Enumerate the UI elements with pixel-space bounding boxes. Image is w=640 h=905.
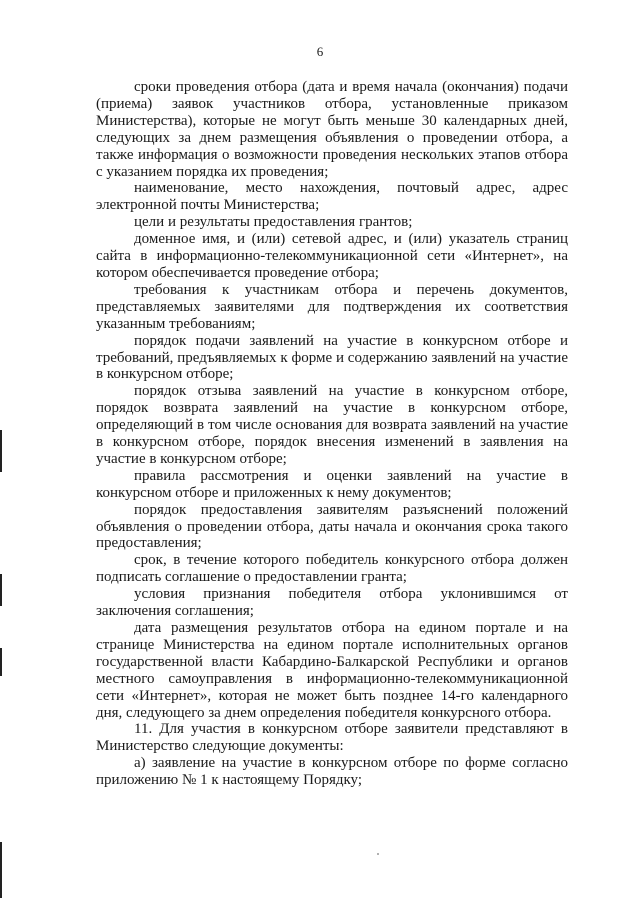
paragraph: сроки проведения отбора (дата и время начала (окончания) подачи (приема) заявок участников отбора, установленные приказом Министерства), которые не могут быть меньше 30 календарных дней, следующих за днем размещения объявления о проведении отбора, а также информация о возможности проведения нескольких этапов отбора с указанием порядка их проведения; (96, 79, 568, 180)
paragraph: наименование, место нахождения, почтовый адрес, адрес электронной почты Министерства; (96, 180, 568, 214)
paragraph: порядок предоставления заявителям разъяснений положений объявления о проведении отбора, даты начала и окончания срока такого предоставления; (96, 501, 568, 552)
paragraph: порядок подачи заявлений на участие в конкурсном отборе и требований, предъявляемых к форме и содержанию заявлений на участие в конкурсном отборе; (96, 332, 568, 383)
paragraph: цели и результаты предоставления грантов; (134, 214, 413, 231)
paragraph: срок, в течение которого победитель конкурсного отбора должен подписать соглашение о предоставлении гранта; (96, 552, 568, 586)
paragraph: требования к участникам отбора и перечень документов, представляемых заявителями для подтверждения их соответствия указанным требованиям; (96, 281, 568, 332)
scan-edge-mark (0, 842, 2, 898)
paragraph: порядок отзыва заявлений на участие в конкурсном отборе, порядок возврата заявлений на участие в конкурсном отборе, определяющий в том числе основания для возврата заявлений на участие в конкурсном отборе, порядок внесения изменений в заявления на участие в конкурсном отборе; (96, 383, 568, 467)
scan-edge-mark (0, 574, 2, 606)
scan-edge-mark (0, 430, 2, 472)
paragraph: условия признания победителя отбора уклонившимся от заключения соглашения; (96, 586, 568, 620)
page-number: 6 (316, 44, 324, 59)
paragraph: дата размещения результатов отбора на едином портале и на странице Министерства на едином портале исполнительных органов государственной власти Кабардино-Балкарской Республики и органов местного самоуправления в информационно-телекоммуникационной сети «Интернет», которая не может быть позднее 14-го календарного дня, следующего за днем определения победителя конкурсного отбора. (96, 620, 568, 721)
document-body (96, 79, 568, 789)
paragraph: правила рассмотрения и оценки заявлений на участие в конкурсном отборе и приложенных к нему документов; (96, 467, 568, 501)
paragraph: доменное имя, и (или) сетевой адрес, и (или) указатель страниц сайта в информационно-телекоммуникационной сети «Интернет», на котором обеспечивается проведение отбора; (96, 231, 568, 281)
scan-speck (377, 853, 379, 855)
scan-edge-mark (0, 648, 2, 676)
paragraph: а) заявление на участие в конкурсном отборе по форме согласно приложению № 1 к настоящему Порядку; (96, 755, 568, 789)
paragraph: 11. Для участия в конкурсном отборе заявители представляют в Министерство следующие документы: (96, 721, 568, 755)
